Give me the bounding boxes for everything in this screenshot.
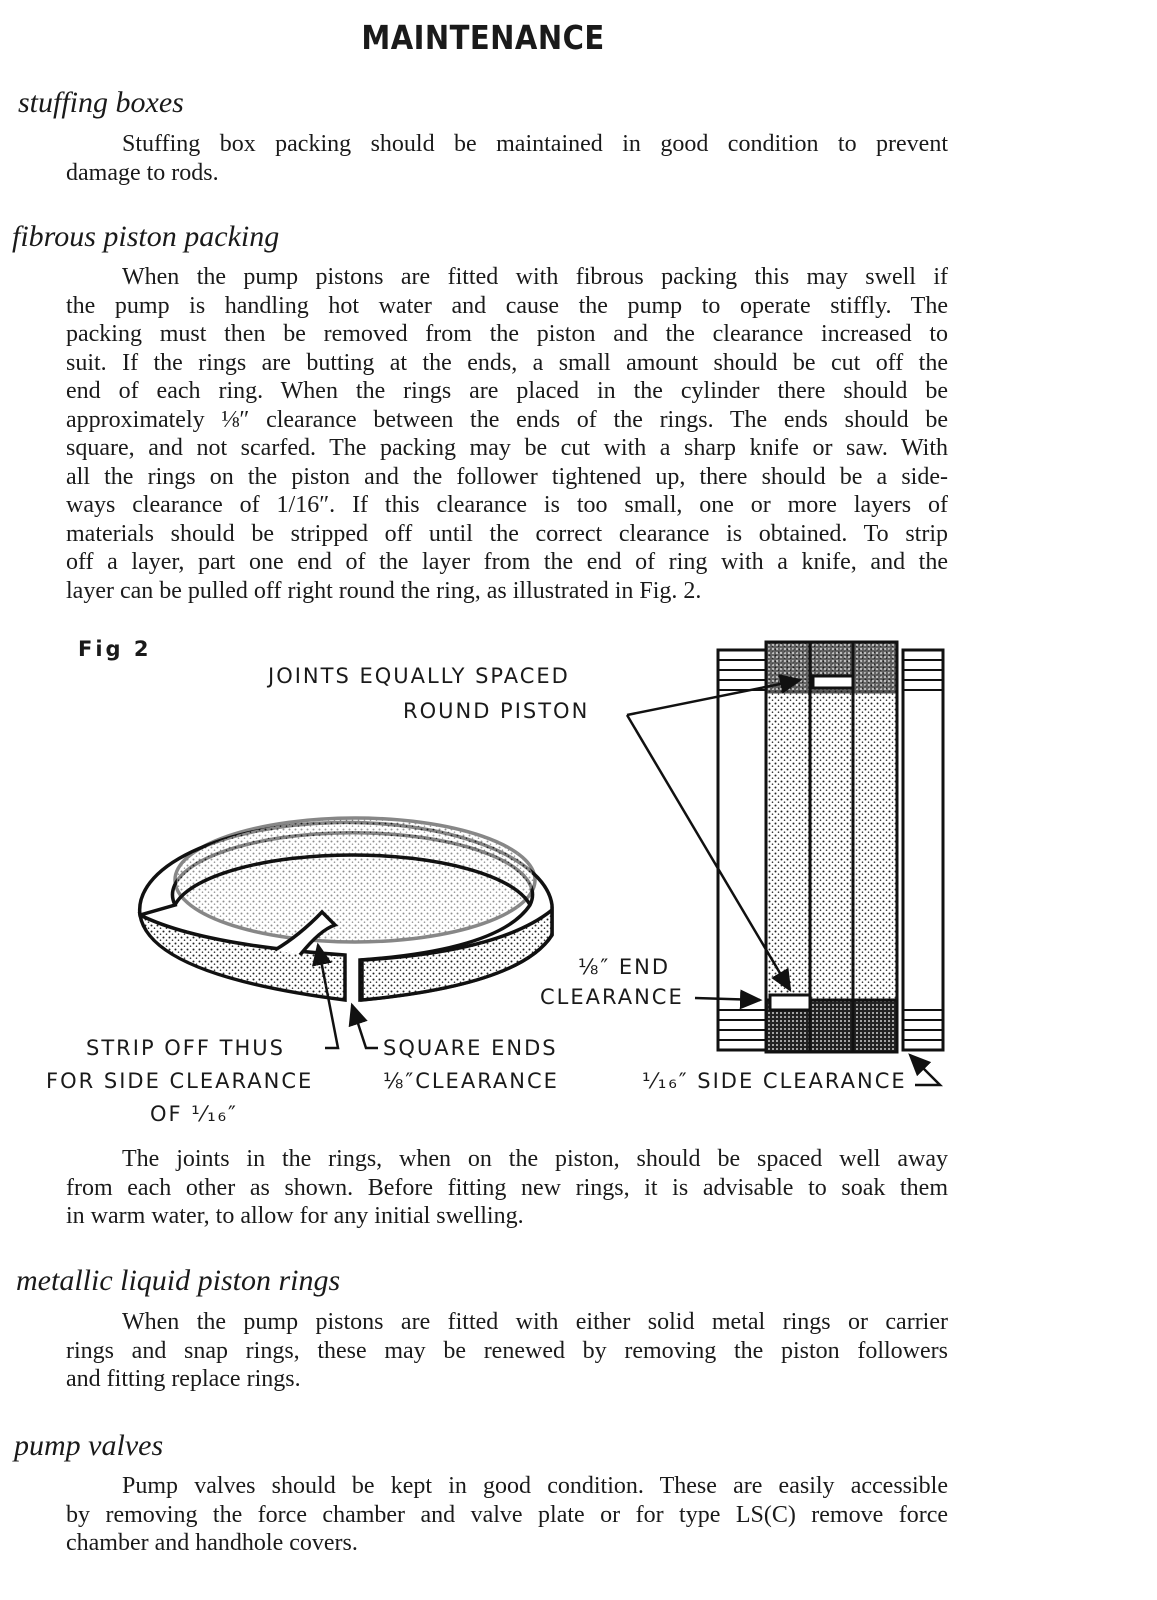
text-line: suit. If the rings are butting at the ends, a small amount should be cut off the (66, 349, 948, 376)
text-line: rings and snap rings, these may be renewed by removing the piston followers (66, 1337, 948, 1364)
text-line: packing must then be removed from the piston and the clearance increased to (66, 321, 948, 347)
piston-cross-section-drawing (718, 642, 943, 1052)
text-line: all the rings on the piston and the follower tightened up, there should be a side- (66, 463, 948, 490)
label-strip-line1: STRIP OFF THUS (86, 1036, 285, 1060)
page-title: MAINTENANCE (361, 18, 605, 57)
paragraph-pump-valves (66, 1472, 948, 1558)
label-square-ends-line2: ⅛″CLEARANCE (383, 1069, 559, 1093)
text-line: by removing the force chamber and valve plate or for type LS(C) remove force (66, 1501, 948, 1528)
ring-drawing (140, 818, 552, 1000)
paragraph-metallic-rings (66, 1308, 948, 1394)
text-line: When the pump pistons are fitted with either solid metal rings or carrier (122, 1309, 948, 1335)
text-line: The joints in the rings, when on the piston, should be spaced well away (122, 1146, 948, 1172)
label-joints-line1: JOINTS EQUALLY SPACED (268, 664, 570, 688)
heading-stuffing-boxes: stuffing boxes (18, 86, 184, 119)
text-line: materials should be stripped off until the correct clearance is obtained. To strip (66, 520, 948, 547)
text-line: layer can be pulled off right round the ring, as illustrated in Fig. 2. (66, 577, 702, 604)
label-square-ends-line1: SQUARE ENDS (383, 1036, 558, 1060)
text-line: ways clearance of 1/16″. If this clearance is too small, one or more layers of (66, 492, 948, 518)
label-joints-line2: ROUND PISTON (403, 699, 590, 723)
heading-fibrous-piston-packing: fibrous piston packing (12, 220, 280, 253)
text-line: chamber and handhole covers. (66, 1530, 358, 1556)
text-line: in warm water, to allow for any initial swelling. (66, 1203, 524, 1229)
text-line: approximately ⅛″ clearance between the ends of the rings. The ends should be (66, 406, 948, 433)
label-end-clearance-line1: ⅛″ END (578, 955, 671, 979)
text-line: off a layer, part one end of the layer from the end of ring with a knife, and the (66, 549, 948, 575)
text-line: square, and not scarfed. The packing may be cut with a sharp knife or saw. With (66, 435, 948, 461)
text-line: the pump is handling hot water and cause the pump to operate stiffly. The (66, 292, 948, 319)
label-strip-line3: OF ¹⁄₁₆″ (150, 1102, 238, 1126)
text-line: damage to rods. (66, 159, 219, 186)
figure-caption: Fig 2 (78, 637, 152, 661)
label-end-clearance-line2: CLEARANCE (540, 985, 684, 1009)
label-side-clearance: ¹⁄₁₆″ SIDE CLEARANCE (642, 1069, 907, 1093)
label-strip-line2: FOR SIDE CLEARANCE (46, 1069, 314, 1093)
heading-pump-valves: pump valves (14, 1429, 164, 1462)
text-line: from each other as shown. Before fitting new rings, it is advisable to soak them (66, 1174, 948, 1201)
text-line: and fitting replace rings. (66, 1366, 301, 1392)
heading-metallic-liquid-piston-rings: metallic liquid piston rings (16, 1264, 341, 1297)
text-line: Pump valves should be kept in good condition. These are easily accessible (122, 1473, 948, 1499)
text-line: Stuffing box packing should be maintained in good condition to prevent (122, 131, 948, 157)
text-line: end of each ring. When the rings are placed in the cylinder there should be (66, 378, 948, 404)
text-line: When the pump pistons are fitted with fibrous packing this may swell if (122, 264, 948, 290)
paragraph-joints (66, 1145, 948, 1231)
